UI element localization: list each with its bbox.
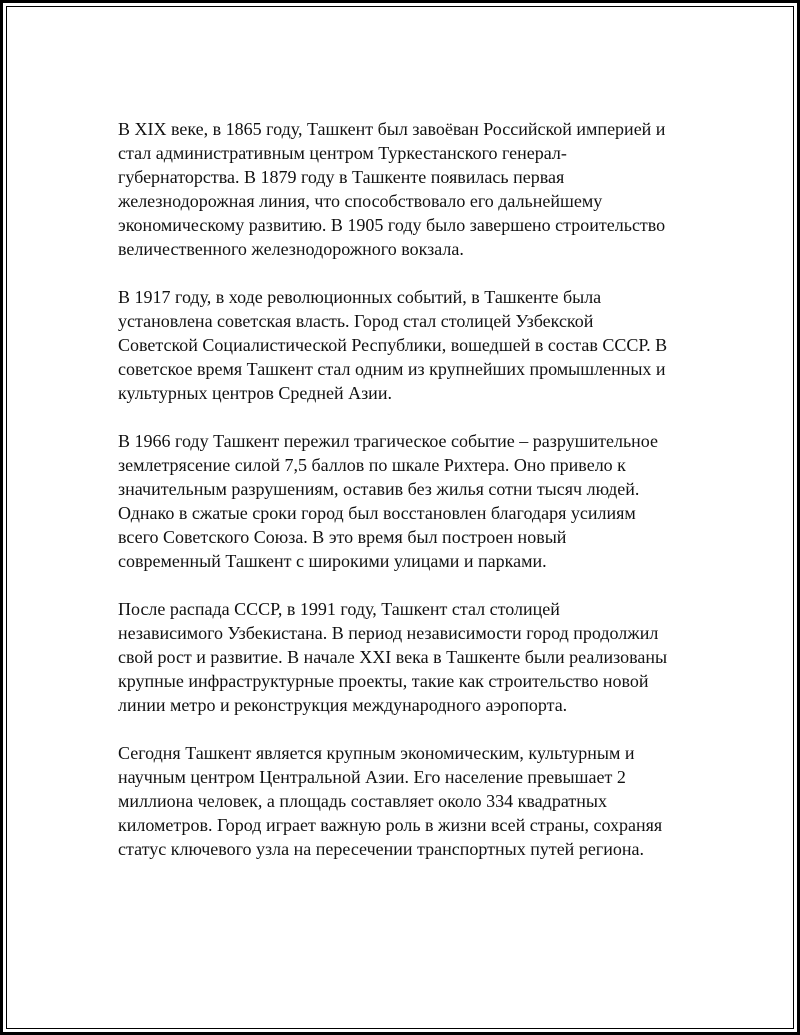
text-line: стал административным центром Туркестанского генерал- [118,143,567,163]
paragraph-3 [118,429,693,573]
text-line: крупные инфраструктурные проекты, такие как строительство новой [118,671,649,691]
text-line: научным центром Центральной Азии. Его население превышает 2 [118,767,626,787]
document-body [118,117,693,885]
text-line: землетрясение силой 7,5 баллов по шкале Рихтера. Оно привело к [118,455,626,475]
text-line: В 1917 году, в ходе революционных событий, в Ташкенте была [118,287,602,307]
text-line: В 1966 году Ташкент пережил трагическое событие – разрушительное [118,431,659,451]
paragraph-2 [118,285,693,405]
text-line: всего Советского Союза. В это время был построен новый [118,527,567,547]
text-line: железнодорожная линия, что способствовало его дальнейшему [118,191,603,211]
text-line: линии метро и реконструкция международного аэропорта. [118,695,568,715]
paragraph-1 [118,117,693,261]
text-line: Советской Социалистической Республики, вошедшей в состав СССР. В [118,335,668,355]
text-line: современный Ташкент с широкими улицами и парками. [118,551,547,571]
text-line: губернаторства. В 1879 году в Ташкенте появилась первая [118,167,565,187]
paragraph-4 [118,597,693,717]
text-line: статус ключевого узла на пересечении транспортных путей региона. [118,839,644,859]
paragraph-5 [118,741,693,861]
text-line: экономическому развитию. В 1905 году было завершено строительство [118,215,666,235]
text-line: установлена советская власть. Город стал столицей Узбекской [118,311,594,331]
text-line: культурных центров Средней Азии. [118,383,392,403]
text-line: независимого Узбекистана. В период независимости город продолжил [118,623,659,643]
text-line: значительным разрушениям, оставив без жилья сотни тысяч людей. [118,479,640,499]
text-line: миллиона человек, а площадь составляет около 334 квадратных [118,791,607,811]
text-line: свой рост и развитие. В начале XXI века в Ташкенте были реализованы [118,647,668,667]
text-line: Сегодня Ташкент является крупным экономическим, культурным и [118,743,635,763]
text-line: советское время Ташкент стал одним из крупнейших промышленных и [118,359,666,379]
text-line: километров. Город играет важную роль в жизни всей страны, сохраняя [118,815,663,835]
text-line: В XIX веке, в 1865 году, Ташкент был завоёван Российской империей и [118,119,666,139]
text-line: После распада СССР, в 1991 году, Ташкент стал столицей [118,599,560,619]
text-line: величественного железнодорожного вокзала. [118,239,464,259]
text-line: Однако в сжатые сроки город был восстановлен благодаря усилиям [118,503,636,523]
